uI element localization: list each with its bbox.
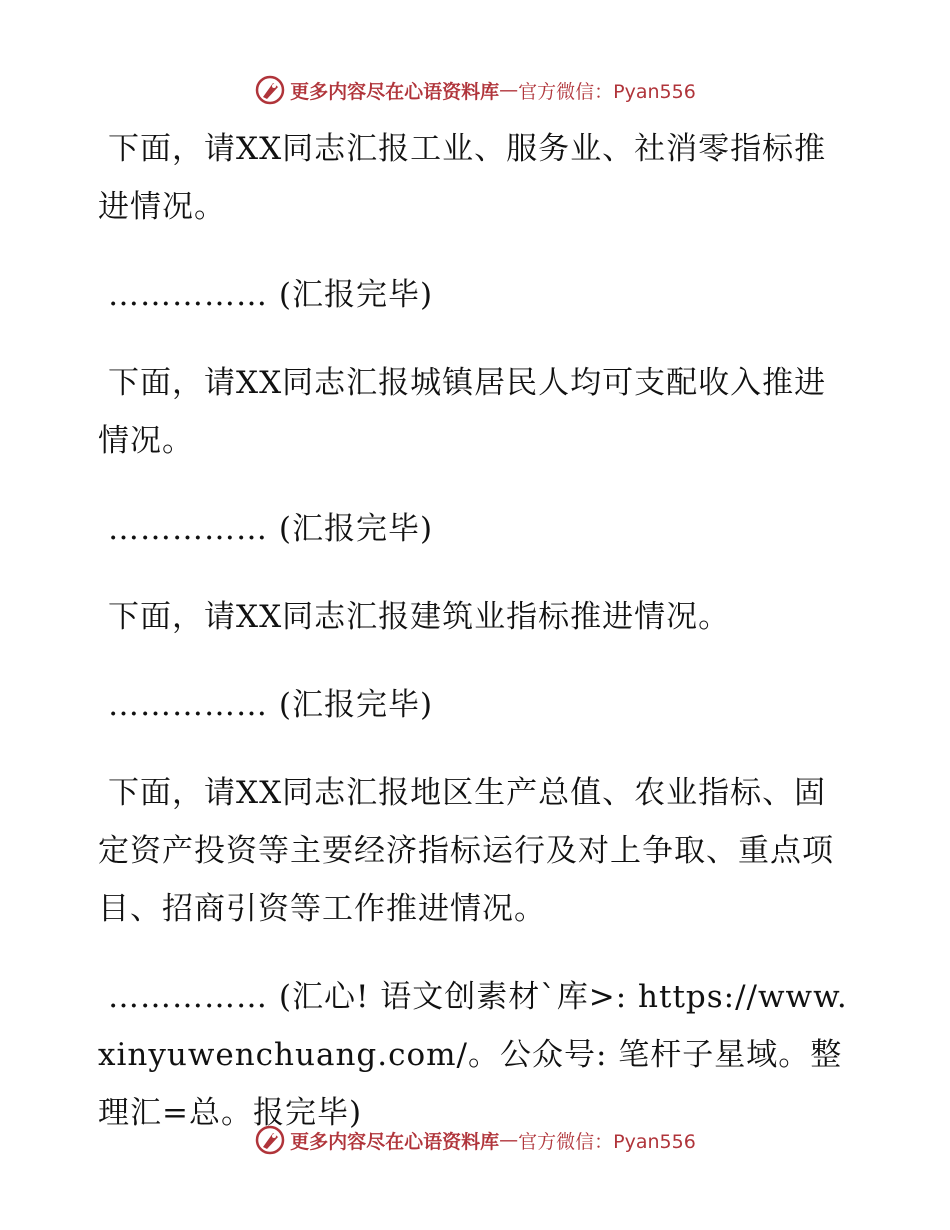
banner-title: 更多内容尽在心语资料库 [290, 1130, 500, 1153]
paragraph-8: …………… (汇心! 语文创素材`库>: https://www.xinyuwenchuang.com/。公众号: 笔杆子星域。整理汇=总。报完毕) [98, 979, 848, 1131]
banner-separator: — [499, 79, 519, 101]
paragraph-6: …………… (汇报完毕) [108, 687, 434, 723]
paragraph-4: …………… (汇报完毕) [108, 511, 434, 547]
banner-title: 更多内容尽在心语资料库 [290, 80, 500, 103]
paragraph-5: 下面，请XX同志汇报建筑业指标推进情况。 [108, 599, 731, 635]
pen-nib-logo-icon [254, 1124, 286, 1156]
paragraph-3: 下面，请XX同志汇报城镇居民人均可支配收入推进情况。 [98, 365, 827, 459]
footer-banner [0, 1120, 950, 1160]
pen-nib-logo-icon [254, 74, 286, 106]
banner-wechat: 官方微信：Pyan556 [518, 80, 696, 103]
document-body [98, 120, 858, 1142]
banner-wechat: 官方微信：Pyan556 [518, 1130, 696, 1153]
paragraph-2: …………… (汇报完毕) [108, 277, 434, 313]
paragraph-1: 下面，请XX同志汇报工业、服务业、社消零指标推进情况。 [98, 131, 827, 225]
banner-separator: — [499, 1129, 519, 1151]
paragraph-7: 下面，请XX同志汇报地区生产总值、农业指标、固定资产投资等主要经济指标运行及对上争取、重点项目、招商引资等工作推进情况。 [98, 775, 834, 927]
header-banner [0, 70, 950, 110]
